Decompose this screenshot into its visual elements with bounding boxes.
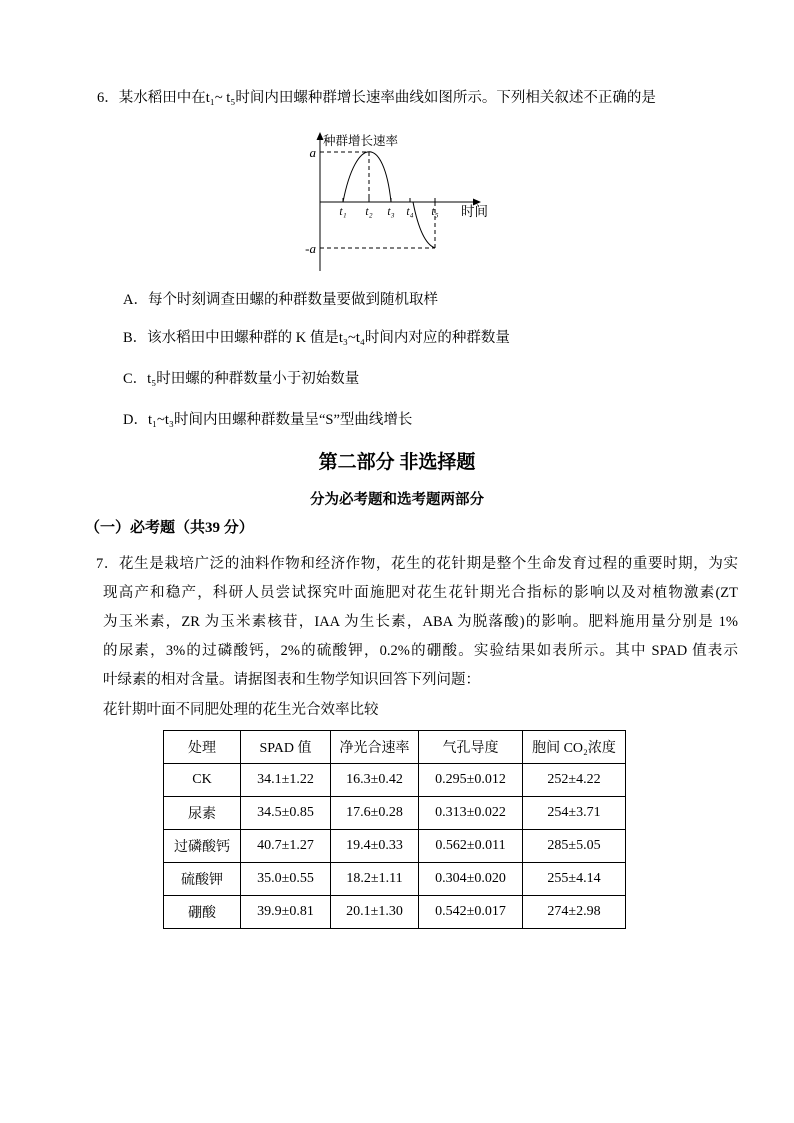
question-7-line-3: 为玉米素，ZR 为玉米素核苷，IAA 为生长素，ABA 为脱落酸)的影响。肥料施用量分别是 1%: [103, 614, 738, 630]
table-cell: 过磷酸钙: [164, 830, 241, 863]
question-7-line-1-text: 花生是栽培广泛的油料作物和经济作物，花生的花针期是整个生命发育过程的重要时期，为实: [118, 556, 739, 572]
table-cell: 硫酸钾: [164, 863, 241, 896]
tick-label-t2: t₂: [365, 206, 373, 218]
table-cell: 252±4.22: [523, 764, 626, 797]
table-row-urea: [164, 797, 626, 830]
tick-label-t5: t₅: [431, 206, 439, 218]
table-row-superphosphate: [164, 830, 626, 863]
table-row-potassium-sulfate: [164, 863, 626, 896]
table-cell: 0.295±0.012: [419, 764, 523, 797]
tick-label-t4: t₄: [406, 206, 414, 218]
question-6-number: 6．: [97, 90, 119, 106]
table-cell: 0.542±0.017: [419, 896, 523, 929]
table-cell: 19.4±0.33: [331, 830, 419, 863]
question-7-intro: [96, 550, 738, 695]
dashed-guides: [320, 152, 435, 248]
col-header-stomatal-conductance: 气孔导度: [419, 731, 523, 764]
population-growth-rate-figure: [288, 131, 503, 281]
photosynthesis-comparison-table: [163, 730, 626, 929]
section-subtitle: 分为必考题和选考题两部分: [310, 492, 484, 508]
table-cell: 34.5±0.85: [241, 797, 331, 830]
part-heading: （一）必考题（共39 分）: [85, 520, 254, 536]
question-7-line-4: 的尿素，3%的过磷酸钙，2%的硫酸钾，0.2%的硼酸。实验结果如表所示。其中 SPAD 值表示: [103, 643, 738, 659]
table-cell: 285±5.05: [523, 830, 626, 863]
col-header-treatment: 处理: [164, 731, 241, 764]
section-title: 第二部分 非选择题: [318, 452, 476, 473]
table-cell: 0.562±0.011: [419, 830, 523, 863]
col-header-intercellular-co2: 胞间 CO₂浓度: [523, 731, 626, 764]
question-7-line-5: 叶绿素的相对含量。请据图表和生物学知识回答下列问题：: [103, 672, 480, 688]
table-cell: 0.313±0.022: [419, 797, 523, 830]
bell-growth-curve: [343, 152, 391, 202]
question-7-number: 7．: [96, 556, 119, 572]
table-cell: 255±4.14: [523, 863, 626, 896]
table-cell: 34.1±1.22: [241, 764, 331, 797]
y-axis-label: 种群增长速率: [323, 134, 399, 148]
table-row-ck: [164, 764, 626, 797]
table-header-row: [164, 731, 626, 764]
question-6-option-b: B．该水稻田中田螺种群的 K 值是t₃~t₄时间内对应的种群数量: [123, 330, 510, 346]
question-6-option-d: D．t₁~t₃时间内田螺种群数量呈“S”型曲线增长: [123, 412, 413, 428]
table-caption: 花针期叶面不同肥处理的花生光合效率比较: [103, 702, 379, 718]
y-min-label: -a: [305, 241, 316, 256]
table-cell: 254±3.71: [523, 797, 626, 830]
table-cell: 0.304±0.020: [419, 863, 523, 896]
table-cell: 35.0±0.55: [241, 863, 331, 896]
table-cell: 硼酸: [164, 896, 241, 929]
y-max-label: a: [309, 145, 316, 160]
table-cell: 尿素: [164, 797, 241, 830]
table-cell: 39.9±0.81: [241, 896, 331, 929]
table-cell: CK: [164, 764, 241, 797]
col-header-spad-value: SPAD 值: [241, 731, 331, 764]
x-axis-label: 时间: [461, 204, 488, 219]
table-cell: 274±2.98: [523, 896, 626, 929]
question-6-text: 某水稻田中在t₁~ t₅时间内田螺种群增长速率曲线如图所示。下列相关叙述不正确的是: [118, 90, 656, 106]
growth-rate-chart: [288, 131, 503, 276]
table-cell: 17.6±0.28: [331, 797, 419, 830]
question-6-option-c: C．t₅时田螺的种群数量小于初始数量: [123, 371, 360, 387]
question-7-line-2: 现高产和稳产，科研人员尝试探究叶面施肥对花生花针期光合指标的影响以及对植物激素(ZT: [103, 585, 738, 601]
tick-label-t3: t₃: [387, 206, 395, 218]
table-cell: 18.2±1.11: [331, 863, 419, 896]
table-cell: 40.7±1.27: [241, 830, 331, 863]
question-6-stem: [97, 86, 656, 107]
col-header-net-photosynthetic-rate: 净光合速率: [331, 731, 419, 764]
tick-label-t1: t₁: [339, 206, 347, 218]
question-6-option-a: A．每个时刻调查田螺的种群数量要做到随机取样: [123, 292, 438, 308]
table-row-boric-acid: [164, 896, 626, 929]
x-axis-ticks: [343, 198, 435, 202]
question-7-line-1: [96, 550, 738, 579]
table-cell: 20.1±1.30: [331, 896, 419, 929]
table-cell: 16.3±0.42: [331, 764, 419, 797]
